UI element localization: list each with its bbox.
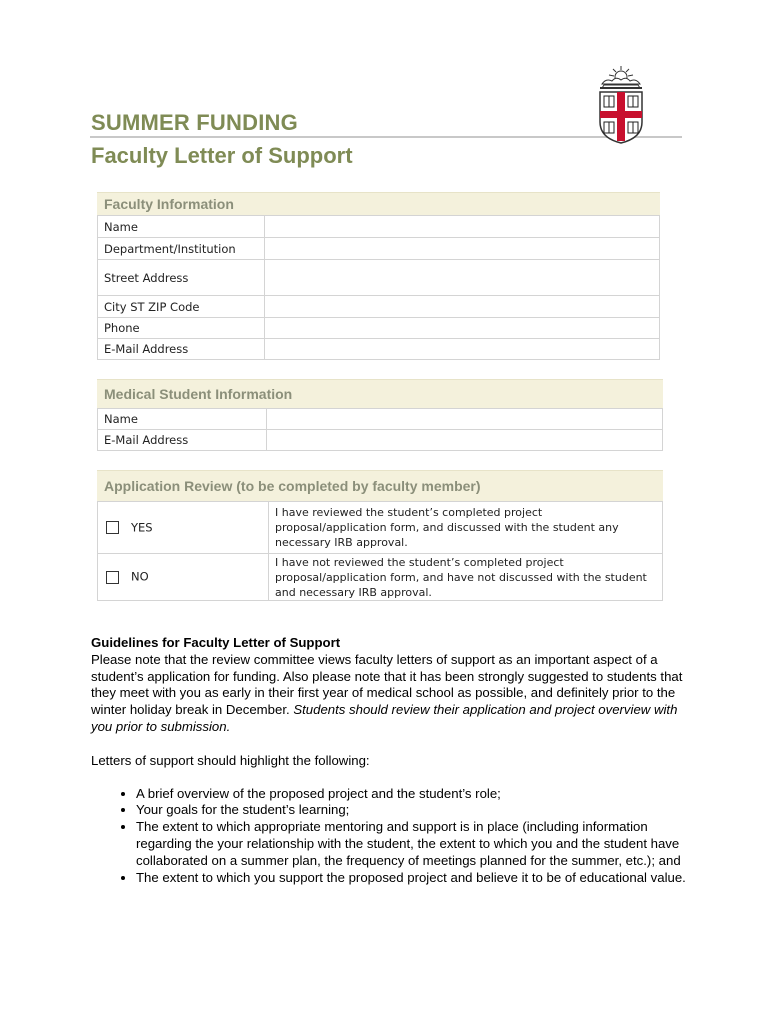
guidelines-title: Guidelines for Faculty Letter of Support: [91, 635, 341, 650]
faculty-city-zip-field[interactable]: [265, 296, 660, 318]
faculty-name-field[interactable]: [265, 216, 660, 238]
page-subtitle: Faculty Letter of Support: [91, 143, 353, 168]
table-row: [98, 554, 663, 601]
brown-university-crest-icon: [596, 64, 646, 144]
yes-checkbox[interactable]: [106, 521, 119, 534]
faculty-phone-field[interactable]: [265, 318, 660, 339]
guidelines-body-text: Please note that the review committee views faculty letters of support as an important aspect of a student’s application for funding. Also please note that it has been strongly suggested to students that they meet with you as early in their first year of medical school as possible, and definitely prior to the winter holiday break in December.: [91, 651, 683, 718]
field-label: Street Address: [98, 260, 265, 296]
table-row: [98, 238, 660, 260]
review-yes-description: I have reviewed the student’s completed project proposal/application form, and discussed with the student any necessary IRB approval.: [269, 502, 663, 554]
yes-label: YES: [131, 520, 153, 535]
student-information-table: [97, 408, 663, 451]
faculty-department-field[interactable]: [265, 238, 660, 260]
student-email-field[interactable]: [267, 430, 663, 451]
list-item: • Your goals for the student’s learning;: [136, 802, 691, 819]
student-information-heading: Medical Student Information: [97, 379, 663, 408]
field-label: City ST ZIP Code: [98, 296, 265, 318]
review-no-description: I have not reviewed the student’s completed project proposal/application form, and have not discussed with the student and necessary IRB approval.: [269, 554, 663, 601]
list-item: • The extent to which appropriate mentoring and support is in place (including information regarding the your relationship with the student, the extent to which you and the student have collaborated on a summer plan, the frequency of meetings planned for the summer, etc.); and: [136, 819, 691, 869]
student-information-section: [97, 379, 663, 451]
title-divider: [90, 136, 682, 138]
guidelines-bullet-list: [91, 786, 691, 887]
guidelines-section: [91, 635, 691, 886]
field-label: Name: [98, 409, 267, 430]
table-row: [98, 260, 660, 296]
table-row: [98, 502, 663, 554]
student-name-field[interactable]: [267, 409, 663, 430]
table-row: [98, 430, 663, 451]
field-label: E-Mail Address: [98, 430, 267, 451]
faculty-information-section: [97, 192, 660, 360]
faculty-information-heading: Faculty Information: [97, 192, 660, 215]
table-row: [98, 216, 660, 238]
no-checkbox[interactable]: [106, 571, 119, 584]
field-label: Phone: [98, 318, 265, 339]
table-row: [98, 409, 663, 430]
faculty-information-table: [97, 215, 660, 360]
application-review-table: [97, 501, 663, 601]
field-label: Department/Institution: [98, 238, 265, 260]
field-label: Name: [98, 216, 265, 238]
table-row: [98, 339, 660, 360]
letters-intro: Letters of support should highlight the following:: [91, 752, 370, 768]
field-label: E-Mail Address: [98, 339, 265, 360]
faculty-street-address-field[interactable]: [265, 260, 660, 296]
application-review-heading: Application Review (to be completed by faculty member): [97, 470, 663, 501]
page-title: SUMMER FUNDING: [91, 110, 298, 135]
faculty-email-field[interactable]: [265, 339, 660, 360]
table-row: [98, 318, 660, 339]
guidelines-body: [91, 652, 691, 736]
list-item: • A brief overview of the proposed project and the student’s role;: [136, 786, 691, 803]
list-item: • The extent to which you support the proposed project and believe it to be of educational value.: [136, 870, 691, 887]
no-label: NO: [131, 569, 149, 584]
table-row: [98, 296, 660, 318]
review-yes-option[interactable]: [98, 502, 269, 554]
guidelines-body-italic: Students should review their application and project overview with you prior to submission.: [91, 702, 678, 734]
application-review-section: [97, 470, 663, 601]
review-no-option[interactable]: [98, 554, 269, 601]
